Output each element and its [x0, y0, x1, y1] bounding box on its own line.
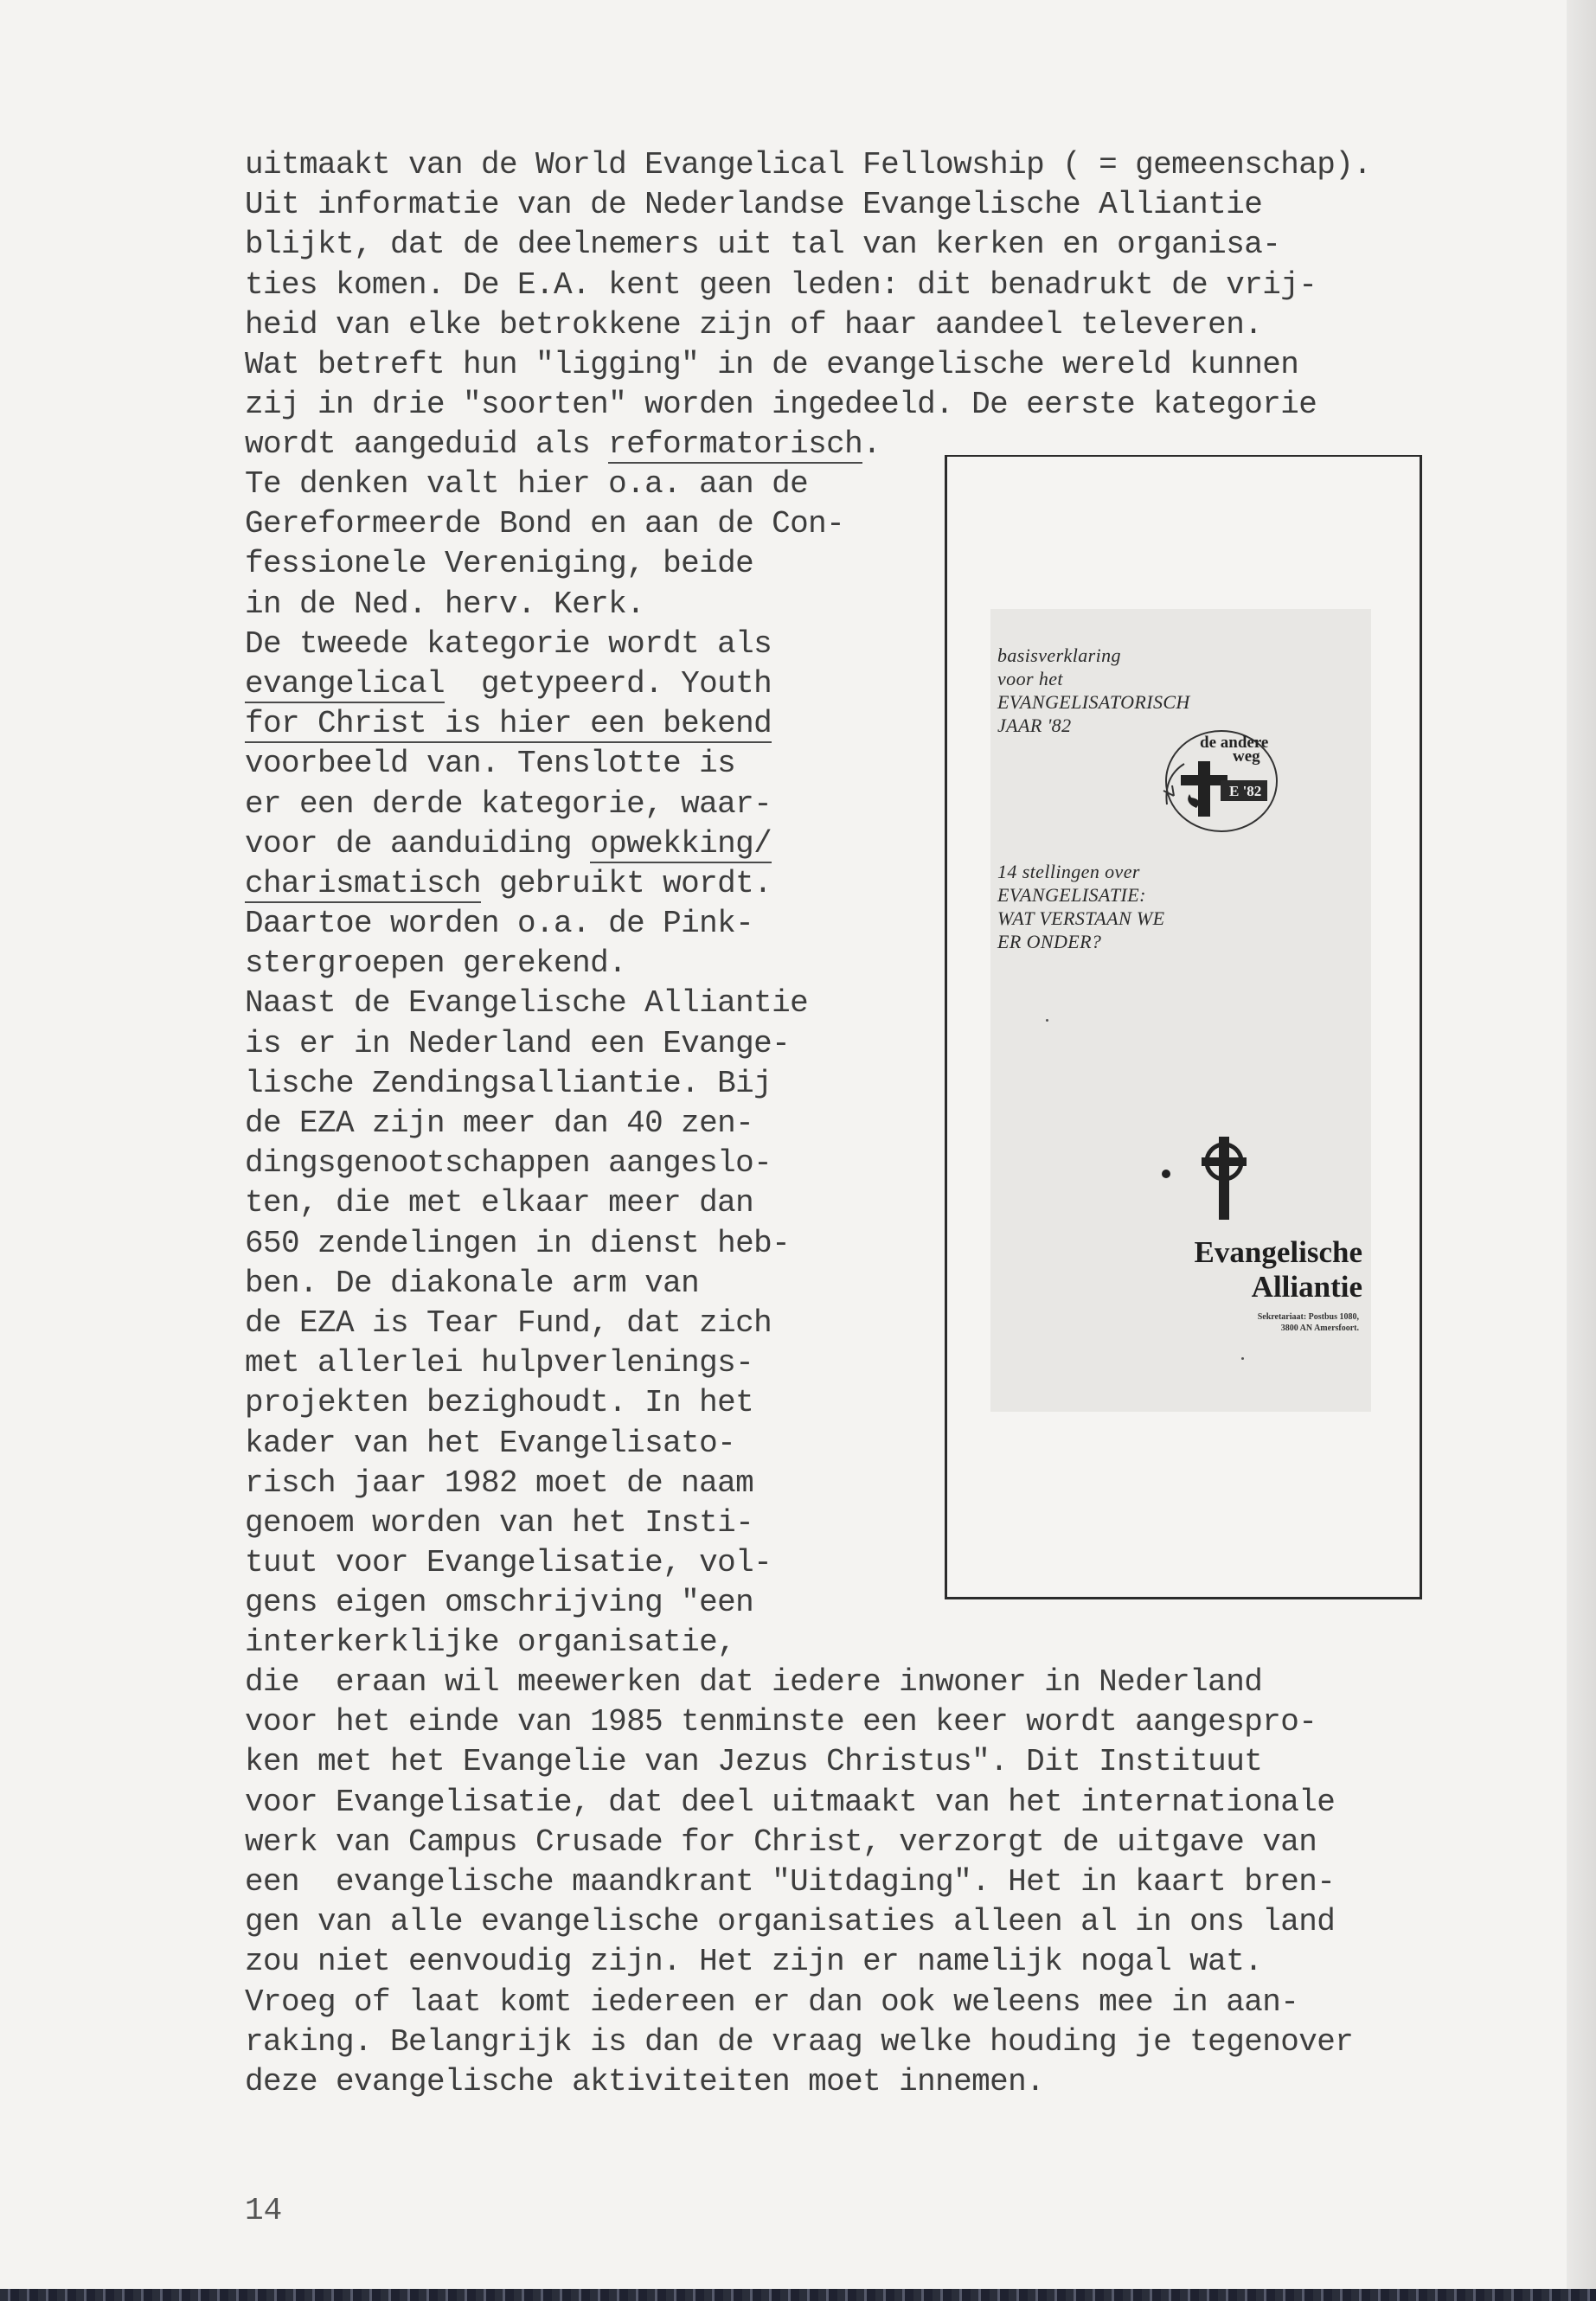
text-line: voor Evangelisatie, dat deel uitmaakt van het internationale: [245, 1784, 1336, 1820]
text-run: .: [862, 426, 881, 463]
pamphlet-title: [997, 644, 1190, 737]
text-line: ken met het Evangelie van Jezus Christus". Dit Instituut: [245, 1744, 1263, 1780]
text-line: met allerlei hulpverlenings-: [245, 1345, 754, 1381]
speck-mark: [1241, 1357, 1244, 1360]
logo-text-de-andere: de andere: [1200, 734, 1269, 752]
text-line: lische Zendingsalliantie. Bij: [245, 1065, 772, 1101]
text-line: de EZA is Tear Fund, dat zich: [245, 1304, 772, 1341]
text-line: Uit informatie van de Nederlandse Evangelische Alliantie: [245, 187, 1263, 223]
text-line-opwekking: [245, 824, 844, 864]
text-line: de EZA zijn meer dan 40 zen-: [245, 1106, 754, 1141]
text-line: Wat betreft hun "ligging" in de evangelische wereld kunnen: [245, 346, 1299, 382]
text-line-charismatisch: [245, 864, 844, 904]
text-line: ties komen. De E.A. kent geen leden: dit benadrukt de vrij-: [245, 266, 1317, 303]
text-line: gens eigen omschrijving "een: [245, 1585, 754, 1621]
text-line: werk van Campus Crusade for Christ, verzorgt de uitgave van: [245, 1823, 1317, 1860]
text-line: is er in Nederland een Evange-: [245, 1025, 791, 1061]
page-number: 14: [245, 2193, 283, 2228]
text-line: uitmaakt van de World Evangelical Fellowship ( = gemeenschap).: [245, 147, 1372, 183]
text-line: voor het einde van 1985 tenminste een keer wordt aangespro-: [245, 1704, 1317, 1740]
left-column-text: [245, 465, 844, 1663]
text-run: getypeerd. Youth: [445, 665, 772, 702]
text-line: Gereformeerde Bond en aan de Con-: [245, 506, 845, 542]
scan-edge-right: [1567, 0, 1596, 2301]
text-run: wordt aangeduid als: [245, 426, 609, 463]
text-line: voorbeeld van. Tenslotte is: [245, 746, 736, 782]
pamphlet-title-line: voor het: [997, 668, 1063, 689]
text-line: Vroeg of laat komt iedereen er dan ook weleens mee in aan-: [245, 1984, 1299, 2020]
text-line-for-christ: [245, 704, 844, 744]
text-line: ten, die met elkaar meer dan: [245, 1185, 754, 1221]
text-line: zou niet eenvoudig zijn. Het zijn er namelijk nogal wat.: [245, 1944, 1263, 1980]
text-line: ben. De diakonale arm van: [245, 1265, 700, 1301]
text-line: kader van het Evangelisato-: [245, 1425, 736, 1461]
pamphlet-cover: [990, 609, 1371, 1412]
scan-edge-bottom: [0, 2289, 1596, 2301]
text-line: risch jaar 1982 moet de naam: [245, 1465, 754, 1501]
term-evangelical: evangelical: [245, 665, 445, 702]
text-line: er een derde kategorie, waar-: [245, 785, 772, 822]
pamphlet-subtitle: [997, 860, 1164, 953]
text-line: Te denken valt hier o.a. aan de: [245, 466, 809, 502]
text-line: fessionele Vereniging, beide: [245, 546, 754, 582]
term-for-christ: for Christ is hier een bekend: [245, 706, 772, 742]
text-line: stergroepen gerekend.: [245, 945, 627, 982]
text-line: Naast de Evangelische Alliantie: [245, 985, 809, 1022]
pamphlet-subtitle-line: EVANGELISATIE:: [997, 884, 1146, 906]
text-line: in de Ned. herv. Kerk.: [245, 586, 645, 622]
text-line: projekten bezighoudt. In het: [245, 1385, 754, 1421]
text-line: Daartoe worden o.a. de Pink-: [245, 906, 754, 942]
pamphlet-subtitle-line: 14 stellingen over: [997, 861, 1140, 882]
org-address-line: 3800 AN Amersfoort.: [1280, 1324, 1359, 1333]
de-andere-weg-logo-icon: [1139, 725, 1286, 837]
text-line: blijkt, dat de deelnemers uit tal van kerken en organisa-: [245, 227, 1281, 263]
cross-icon: [1198, 1135, 1250, 1221]
term-reformatorisch: reformatorisch: [608, 426, 863, 463]
bullet-mark-icon: [1162, 1170, 1170, 1178]
text-line: die eraan wil meewerken dat iedere inwoner in Nederland: [245, 1664, 1263, 1700]
text-line: raking. Belangrijk is dan de vraag welke houding je tegenover: [245, 2023, 1354, 2060]
text-line: zij in drie "soorten" worden ingedeeld. De eerste kategorie: [245, 387, 1317, 423]
logo-text-e82: E '82: [1229, 783, 1262, 799]
term-charismatisch: charismatisch: [245, 865, 482, 901]
text-line: heid van elke betrokkene zijn of haar aandeel televeren.: [245, 306, 1263, 343]
pamphlet-title-line: basisverklaring: [997, 644, 1121, 666]
text-line: 650 zendelingen in dienst heb-: [245, 1225, 791, 1261]
top-paragraph: [245, 145, 1371, 465]
logo-text-weg: weg: [1233, 747, 1260, 766]
text-line: interkerklijke organisatie,: [245, 1625, 736, 1661]
org-name-line: Alliantie: [1251, 1270, 1362, 1304]
text-run: voor de aanduiding: [245, 825, 591, 862]
pamphlet-subtitle-line: WAT VERSTAAN WE: [997, 907, 1165, 929]
org-name-line: Evangelische: [1194, 1235, 1362, 1269]
text-line: dingsgenootschappen aangeslo-: [245, 1145, 772, 1182]
pamphlet-title-line: EVANGELISATORISCH: [997, 691, 1190, 713]
text-line: genoem worden van het Insti-: [245, 1504, 754, 1541]
text-line: tuut voor Evangelisatie, vol-: [245, 1545, 772, 1581]
text-line-evangelical: [245, 664, 844, 704]
bottom-paragraph: [245, 1663, 1353, 2102]
text-line: een evangelische maandkrant "Uitdaging". Het in kaart bren-: [245, 1863, 1336, 1900]
text-line: De tweede kategorie wordt als: [245, 625, 772, 662]
text-line: deze evangelische aktiviteiten moet innemen.: [245, 2063, 1045, 2099]
pamphlet-title-line: JAAR '82: [997, 715, 1072, 736]
pamphlet-subtitle-line: ER ONDER?: [997, 931, 1102, 952]
text-run: gebruikt wordt.: [481, 865, 772, 901]
pamphlet-figure-frame: [945, 455, 1422, 1599]
org-address-line: Sekretariaat: Postbus 1080,: [1257, 1312, 1359, 1322]
speck-mark: [1046, 1019, 1048, 1022]
text-line: gen van alle evangelische organisaties alleen al in ons land: [245, 1904, 1336, 1940]
term-opwekking: opwekking/: [590, 825, 772, 862]
